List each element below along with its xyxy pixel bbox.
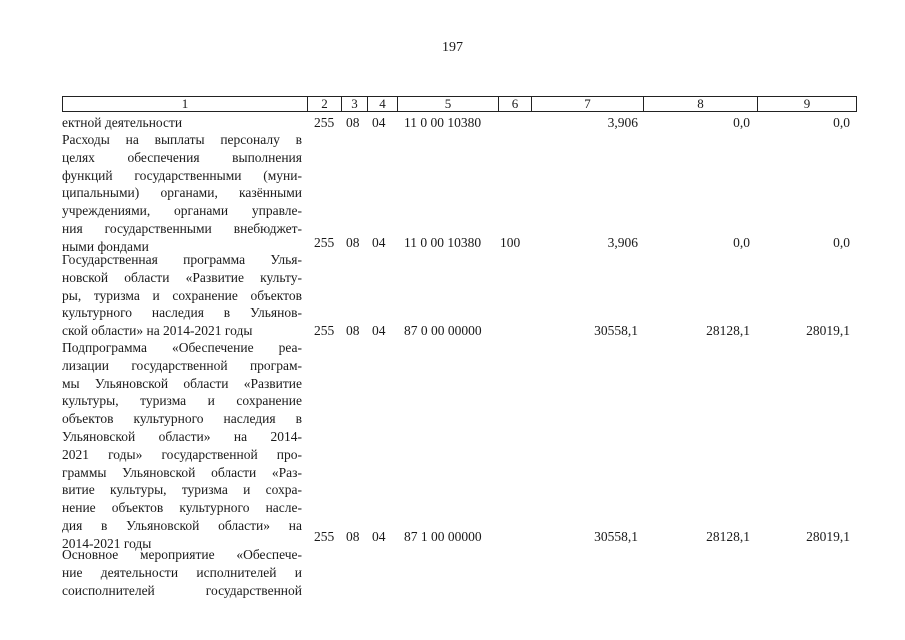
cell-col-9: 0,0 <box>833 235 850 250</box>
cell-col-4: 04 <box>372 235 386 250</box>
name-line: ципальными) органами, казёнными <box>62 185 302 201</box>
name-line: ными фондами <box>62 238 149 254</box>
name-line: Основное мероприятие «Обеспече- <box>62 547 302 562</box>
name-line: граммы Ульяновской области «Раз- <box>62 464 302 480</box>
cell-col-8: 28128,1 <box>706 323 750 338</box>
cell-col-2: 255 <box>314 235 335 250</box>
cell-col-7: 30558,1 <box>594 529 638 544</box>
cell-col-8: 0,0 <box>733 115 750 130</box>
header-col-8: 8 <box>643 97 757 111</box>
cell-col-3: 08 <box>346 235 360 250</box>
cell-col-9: 28019,1 <box>806 529 850 544</box>
name-line: учреждениями, органами управле- <box>62 203 302 219</box>
header-col-3: 3 <box>341 97 367 111</box>
cell-col-2: 255 <box>314 115 335 130</box>
name-line: Подпрограмма «Обеспечение реа- <box>62 340 302 355</box>
cell-col-4: 04 <box>372 529 386 544</box>
header-col-6: 6 <box>498 97 531 111</box>
cell-col-7: 3,906 <box>607 235 638 250</box>
cell-col-3: 08 <box>346 529 360 544</box>
name-line: 2014-2021 годы <box>62 535 152 551</box>
name-line: целях обеспечения выполнения <box>62 149 302 165</box>
cell-col-2: 255 <box>314 323 335 338</box>
table-header-row <box>62 96 857 112</box>
name-line: Ульяновской области» на 2014- <box>62 428 302 444</box>
name-line: витие культуры, туризма и сохра- <box>62 482 302 498</box>
name-line: лизации государственной програм- <box>62 357 302 373</box>
table-row-name <box>62 131 302 256</box>
header-col-1: 1 <box>181 96 189 111</box>
cell-col-5: 87 0 00 00000 <box>404 323 482 338</box>
page-number: 197 <box>442 40 463 55</box>
cell-col-3: 08 <box>346 323 360 338</box>
name-line: дия в Ульяновской области» на <box>62 517 302 533</box>
name-line: объектов культурного наследия в <box>62 411 302 427</box>
name-line: мы Ульяновской области «Развитие <box>62 375 302 391</box>
table-row-name <box>62 546 302 599</box>
cell-col-5: 11 0 00 10380 <box>404 115 482 130</box>
name-line: Расходы на выплаты персоналу в <box>62 132 302 147</box>
cell-col-5: 87 1 00 00000 <box>404 529 482 544</box>
name-line: ние деятельности исполнителей и <box>62 564 302 580</box>
cell-col-5: 11 0 00 10380 <box>404 235 482 250</box>
cell-col-7: 3,906 <box>607 115 638 130</box>
name-line: новской области «Развитие культу- <box>62 269 302 285</box>
table-row-name <box>62 251 302 340</box>
name-line: функций государственными (муни- <box>62 167 302 183</box>
name-line: ской области» на 2014-2021 годы <box>62 323 253 339</box>
name-line: соисполнителей государственной <box>62 582 302 598</box>
header-col-5: 5 <box>397 97 498 111</box>
name-line: 2021 годы» государственной про- <box>62 446 302 462</box>
header-col-2: 2 <box>307 97 341 111</box>
name-line: ры, туризма и сохранение объектов <box>62 287 302 303</box>
cell-col-4: 04 <box>372 323 386 338</box>
name-line: нение объектов культурного насле- <box>62 500 302 516</box>
name-line: ектной деятельности <box>62 115 183 130</box>
name-line: культуры, туризма и сохранение <box>62 393 302 409</box>
cell-col-2: 255 <box>314 529 335 544</box>
cell-col-8: 28128,1 <box>706 529 750 544</box>
name-line: культурного наследия в Ульянов- <box>62 305 302 321</box>
header-col-7: 7 <box>531 97 643 111</box>
cell-col-9: 28019,1 <box>806 323 850 338</box>
cell-col-6: 100 <box>500 235 521 250</box>
header-col-9: 9 <box>757 97 856 111</box>
table-row-name <box>62 339 302 553</box>
name-line: Государственная программа Улья- <box>62 252 302 267</box>
cell-col-3: 08 <box>346 115 360 130</box>
header-col-4: 4 <box>367 97 397 111</box>
cell-col-9: 0,0 <box>833 115 850 130</box>
cell-col-4: 04 <box>372 115 386 130</box>
name-line: ния государственными внебюджет- <box>62 220 302 236</box>
table-row-name <box>62 114 302 132</box>
cell-col-7: 30558,1 <box>594 323 638 338</box>
cell-col-8: 0,0 <box>733 235 750 250</box>
